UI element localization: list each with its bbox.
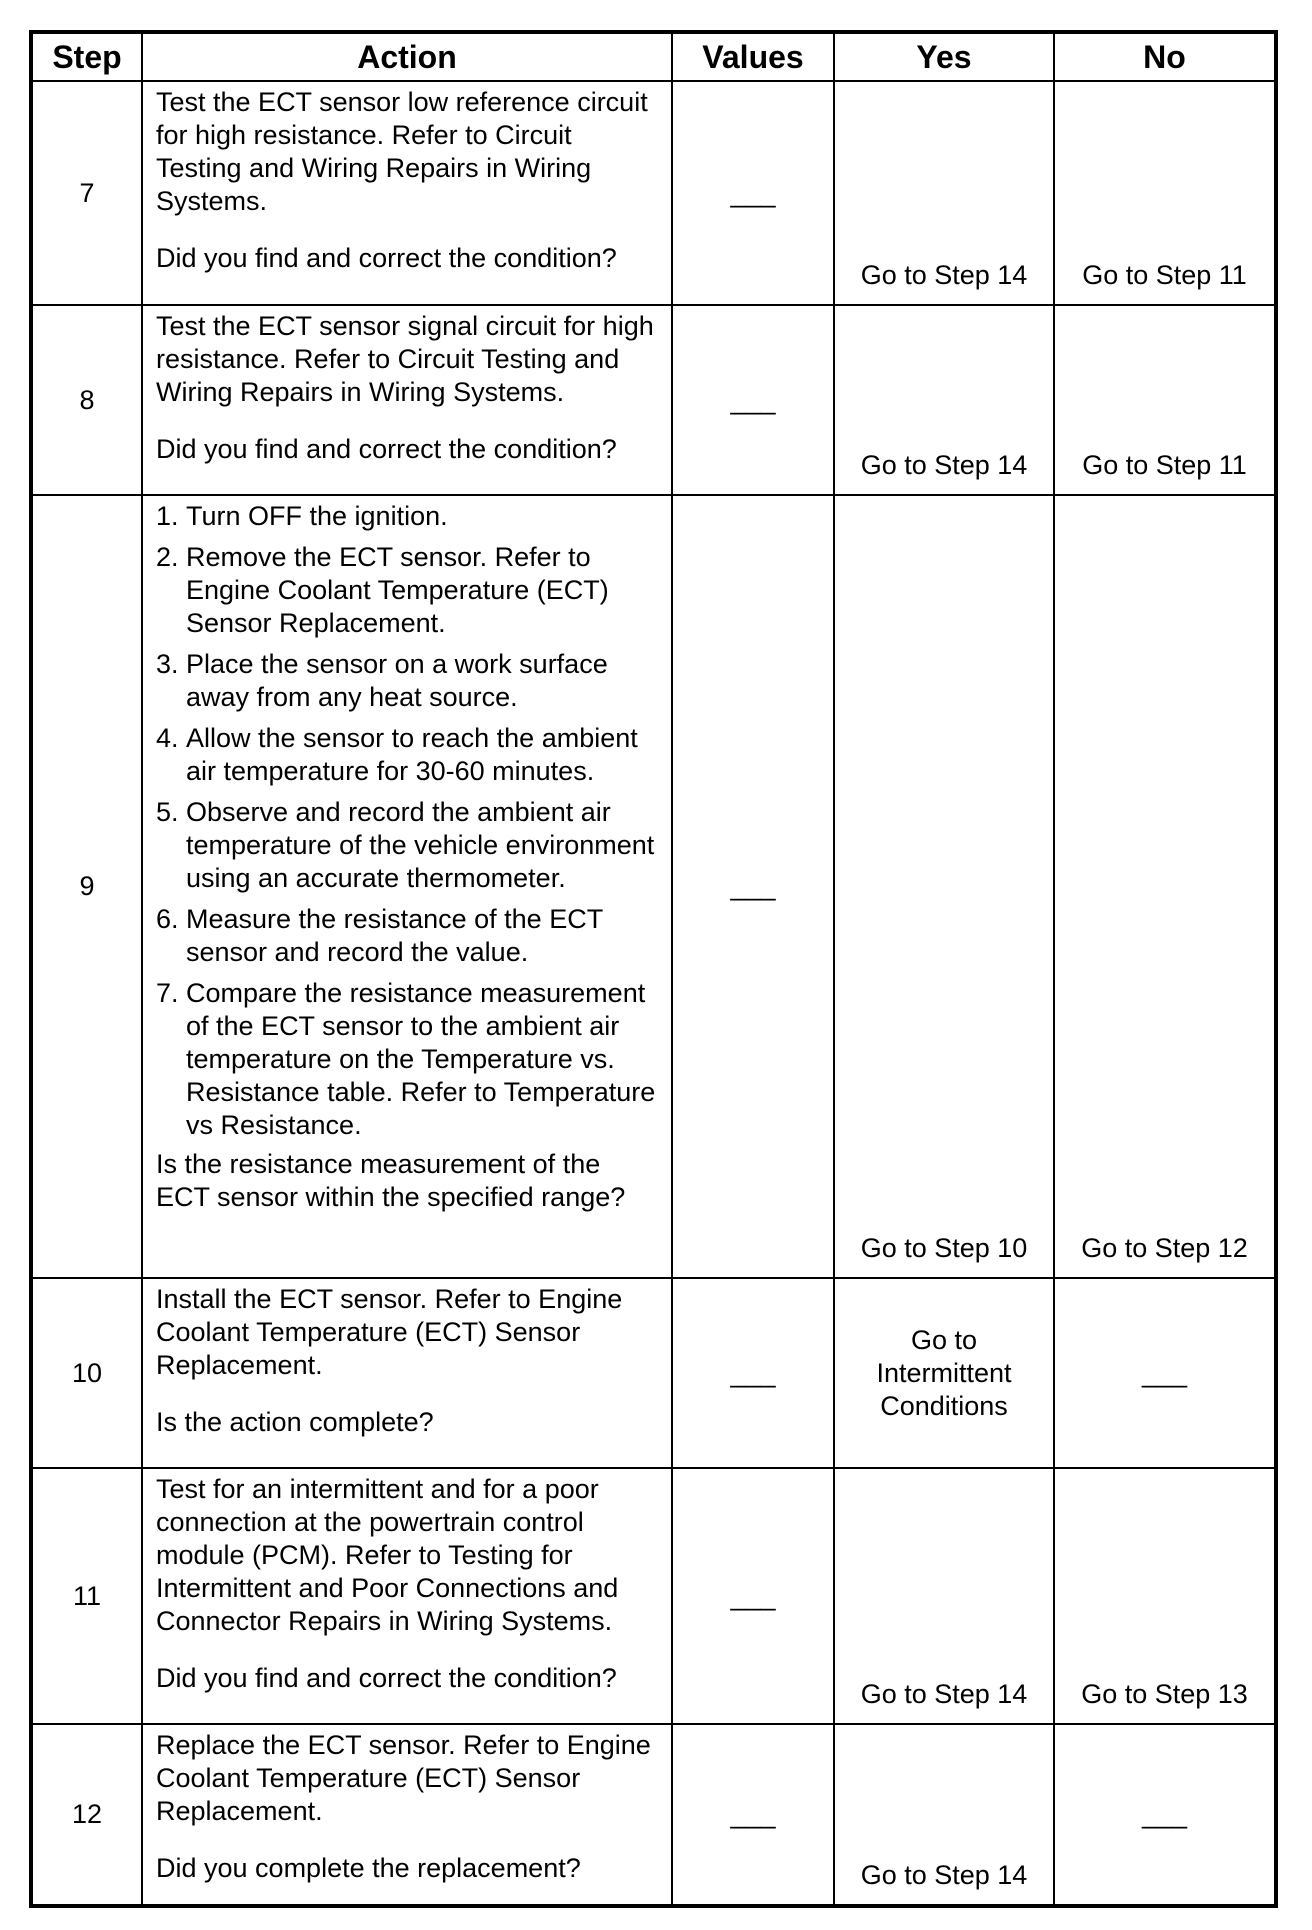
action-step-item: 1. Turn OFF the ignition.: [186, 500, 661, 533]
yes-cell: Go to Step 14: [834, 305, 1054, 495]
table-row: [31, 305, 1276, 495]
no-cell: Go to Step 11: [1054, 305, 1276, 495]
no-cell: Go to Step 12: [1054, 495, 1276, 1278]
action-text: Test the ECT sensor low reference circuit for high resistance. Refer to Circuit Testing and Wiring Repairs in Wiring Systems.: [156, 87, 648, 216]
table-row: [31, 495, 1276, 1278]
header-no: No: [1054, 32, 1276, 81]
table-row: [31, 1468, 1276, 1724]
action-steps-list: [156, 500, 661, 1142]
no-cell: ___: [1054, 1724, 1276, 1906]
values-cell: ___: [672, 1724, 834, 1906]
step-number: 9: [31, 495, 142, 1278]
yes-cell: Go to Step 14: [834, 81, 1054, 305]
action-step-item: 3. Place the sensor on a work surface away from any heat source.: [186, 648, 661, 714]
table-row: [31, 1278, 1276, 1468]
action-cell: [142, 81, 672, 305]
header-row: [31, 32, 1276, 81]
action-text: Install the ECT sensor. Refer to Engine Coolant Temperature (ECT) Sensor Replacement.: [156, 1284, 623, 1380]
action-question: Did you find and correct the condition?: [156, 243, 617, 273]
table-row: [31, 81, 1276, 305]
action-cell: [142, 305, 672, 495]
values-cell: ___: [672, 495, 834, 1278]
action-step-item: 7. Compare the resistance measurement of the ECT sensor to the ambient air temperature on the Temperature vs. Resistance table. Refer to Temperature vs Resistance.: [186, 977, 661, 1142]
action-step-item: 6. Measure the resistance of the ECT sensor and record the value.: [186, 903, 661, 969]
header-values: Values: [672, 32, 834, 81]
action-text: Replace the ECT sensor. Refer to Engine Coolant Temperature (ECT) Sensor Replacement.: [156, 1730, 651, 1826]
values-cell: ___: [672, 305, 834, 495]
action-cell: [142, 1724, 672, 1906]
action-question: Is the action complete?: [156, 1407, 434, 1437]
yes-cell: Go to Step 10: [834, 495, 1054, 1278]
no-cell: Go to Step 13: [1054, 1468, 1276, 1724]
diagnostic-table: [29, 30, 1278, 1908]
action-question: Did you find and correct the condition?: [156, 434, 617, 464]
step-number: 8: [31, 305, 142, 495]
action-step-item: 5. Observe and record the ambient air temperature of the vehicle environment using an accurate thermometer.: [186, 796, 661, 895]
yes-cell: Go to Intermittent Conditions: [834, 1278, 1054, 1468]
action-cell: [142, 1278, 672, 1468]
header-yes: Yes: [834, 32, 1054, 81]
header-step: Step: [31, 32, 142, 81]
action-cell: [142, 495, 672, 1278]
action-text: Test for an intermittent and for a poor connection at the powertrain control module (PCM). Refer to Testing for Intermittent and Poor Connections and Connector Repairs in Wiring Systems.: [156, 1474, 619, 1636]
action-question: Did you complete the replacement?: [156, 1853, 581, 1883]
header-action: Action: [142, 32, 672, 81]
step-number: 7: [31, 81, 142, 305]
yes-cell: Go to Step 14: [834, 1468, 1054, 1724]
values-cell: ___: [672, 1468, 834, 1724]
step-number: 10: [31, 1278, 142, 1468]
no-cell: ___: [1054, 1278, 1276, 1468]
yes-cell: Go to Step 14: [834, 1724, 1054, 1906]
action-question: Is the resistance measurement of the ECT sensor within the specified range?: [156, 1149, 626, 1212]
values-cell: ___: [672, 81, 834, 305]
values-cell: ___: [672, 1278, 834, 1468]
action-step-item: 2. Remove the ECT sensor. Refer to Engine Coolant Temperature (ECT) Sensor Replacement.: [186, 541, 661, 640]
action-cell: [142, 1468, 672, 1724]
step-number: 11: [31, 1468, 142, 1724]
step-number: 12: [31, 1724, 142, 1906]
no-cell: Go to Step 11: [1054, 81, 1276, 305]
action-question: Did you find and correct the condition?: [156, 1663, 617, 1693]
action-text: Test the ECT sensor signal circuit for high resistance. Refer to Circuit Testing and Wiring Repairs in Wiring Systems.: [156, 311, 654, 407]
action-step-item: 4. Allow the sensor to reach the ambient air temperature for 30-60 minutes.: [186, 722, 661, 788]
table-row: [31, 1724, 1276, 1906]
